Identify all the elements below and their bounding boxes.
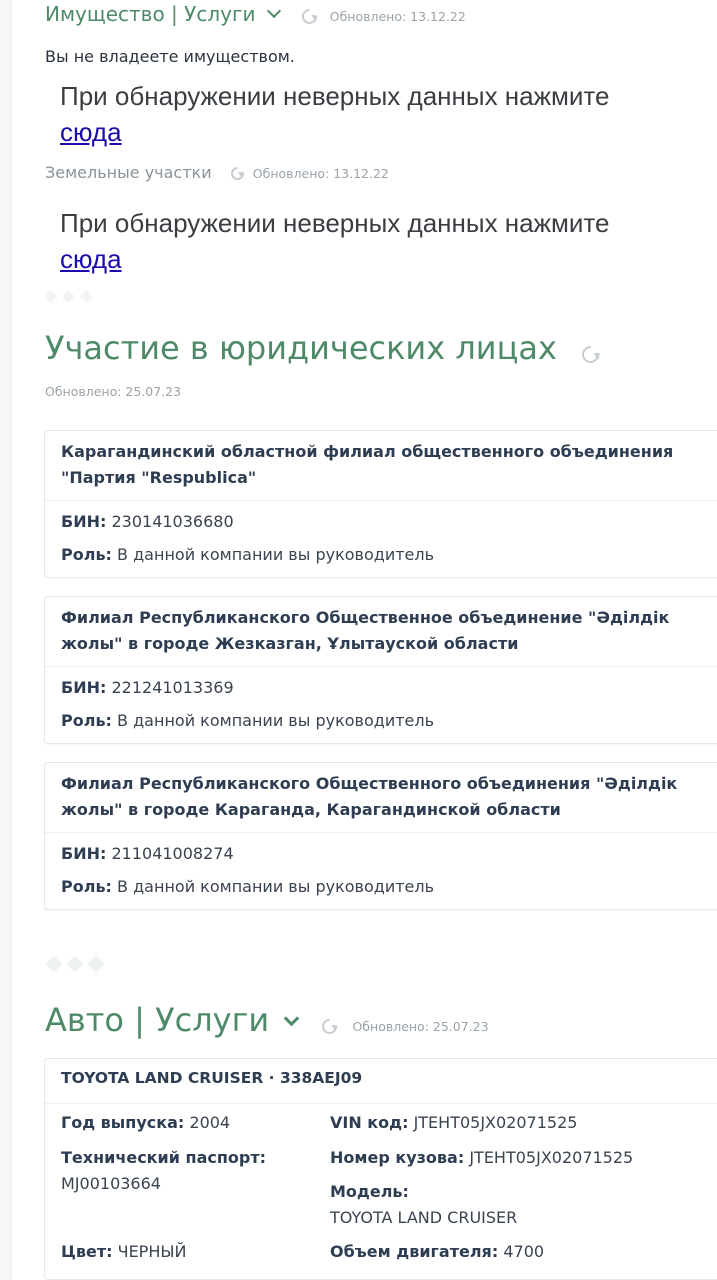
entity-title: Филиал Республиканского Общественного объединения "Әділдік жолы" в городе Караганда, Карагандинской области (45, 763, 717, 833)
left-rail (0, 0, 12, 1280)
notice-text: При обнаружении неверных данных нажмите (60, 208, 610, 238)
notice-link[interactable]: сюда (60, 117, 122, 147)
refresh-icon[interactable] (228, 164, 246, 182)
legal-entity-card[interactable] (44, 596, 717, 744)
auto-updated: Обновлено: 25.07.23 (352, 1019, 489, 1034)
car-title: TOYOTA LAND CRUISER · 338AEJ09 (45, 1059, 717, 1104)
legal-title: Участие в юридических лицах (45, 329, 557, 367)
car-card[interactable] (44, 1058, 717, 1280)
auto-title: Авто | Услуги (45, 1001, 270, 1039)
land-title: Земельные участки (45, 163, 212, 182)
car-color: Цвет: ЧЕРНЫЙ (61, 1242, 187, 1261)
property-header (45, 0, 466, 28)
car-passport: Технический паспорт: MJ00103664 (61, 1148, 267, 1193)
entity-role: Роль: В данной компании вы руководитель (61, 545, 435, 564)
property-title: Имущество | Услуги (45, 2, 256, 26)
entity-bin: БИН: 230141036680 (61, 512, 234, 531)
legal-updated: Обновлено: 25.07.23 (45, 384, 182, 399)
land-header (45, 163, 389, 182)
chevron-down-icon[interactable] (266, 4, 280, 18)
entity-bin: БИН: 221241013369 (61, 678, 234, 697)
refresh-icon[interactable] (319, 1016, 340, 1037)
entity-role: Роль: В данной компании вы руководитель (61, 711, 435, 730)
car-engine: Объем двигателя: 4700 (330, 1242, 545, 1261)
land-updated: Обновлено: 13.12.22 (252, 166, 389, 181)
land-notice (60, 205, 660, 277)
car-vin: VIN код: JTEHT05JX02071525 (330, 1113, 578, 1132)
refresh-icon[interactable] (578, 342, 602, 366)
notice-text: При обнаружении неверных данных нажмите (60, 81, 610, 111)
entity-title: Карагандинский областной филиал общественного объединения "Партия "Respublica" (45, 431, 717, 501)
property-notice (60, 78, 660, 150)
legal-header (45, 328, 599, 368)
section-divider (46, 292, 91, 301)
legal-entity-card[interactable] (44, 762, 717, 910)
property-updated: Обновлено: 13.12.22 (329, 9, 466, 24)
no-property-text: Вы не владеете имуществом. (45, 47, 295, 66)
entity-title: Филиал Республиканского Общественное объединение "Әділдік жолы" в городе Жезказган, Ұлытауской области (45, 597, 717, 667)
car-year: Год выпуска: 2004 (61, 1113, 231, 1132)
chevron-down-icon[interactable] (284, 1011, 300, 1027)
notice-link[interactable]: сюда (60, 244, 122, 274)
auto-header (45, 1000, 489, 1040)
car-model: Модель: TOYOTA LAND CRUISER (330, 1182, 518, 1227)
car-body-number: Номер кузова: JTEHT05JX02071525 (330, 1148, 634, 1167)
entity-bin: БИН: 211041008274 (61, 844, 234, 863)
legal-entity-card[interactable] (44, 430, 717, 578)
entity-role: Роль: В данной компании вы руководитель (61, 877, 435, 896)
refresh-icon[interactable] (299, 6, 320, 27)
section-divider (48, 958, 102, 970)
